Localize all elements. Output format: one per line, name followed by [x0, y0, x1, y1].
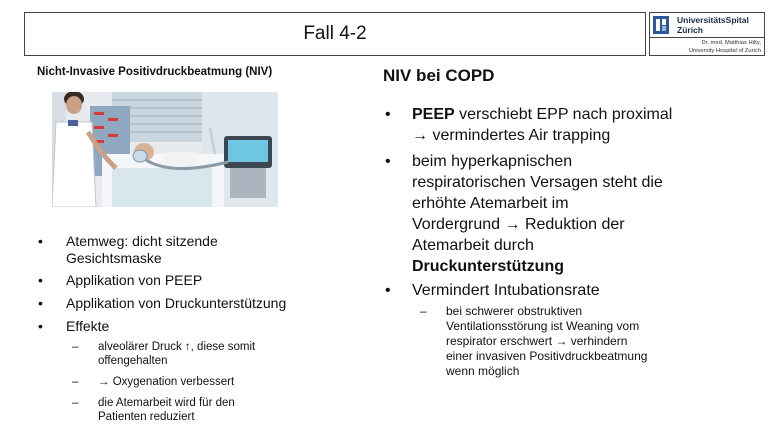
- right-bullet-text: verschiebt EPP nach proximal: [454, 106, 673, 123]
- left-sub-text: offengehalten: [98, 355, 168, 367]
- left-sub-text: → Oxygenation verbessert: [98, 376, 235, 388]
- right-bullet-line: [412, 104, 672, 125]
- left-bullet-text: Applikation von PEEP: [66, 272, 203, 288]
- bullet-dot: •: [38, 318, 43, 334]
- bullet-dot: •: [38, 295, 43, 311]
- bullet-dot: •: [38, 272, 43, 288]
- title-box: [24, 12, 646, 56]
- logo-name: [677, 15, 749, 35]
- sub-bullet-dash: –: [420, 304, 427, 318]
- right-bullet-text: Atemarbeit durch: [412, 237, 534, 254]
- right-bullet-text: beim hyperkapnischen: [412, 153, 573, 170]
- bullet-dot: •: [38, 233, 43, 249]
- bold-term: Druckunterstützung: [412, 258, 564, 275]
- left-bullet-text: Applikation von Druckunterstützung: [66, 295, 287, 311]
- bullet-dot: •: [385, 106, 391, 123]
- left-sub-text: Patienten reduziert: [98, 411, 195, 423]
- right-sub-text: einer invasiven Positivdruckbeatmung: [446, 349, 648, 363]
- right-bullet-text: respiratorischen Versagen steht die: [412, 174, 663, 191]
- bullet-dot: •: [385, 153, 391, 170]
- sub-bullet-dash: –: [72, 376, 79, 388]
- left-bullet-text: Effekte: [66, 318, 110, 334]
- logo-top: [650, 13, 764, 38]
- niv-patient-photo: [52, 92, 278, 207]
- right-sub-text: Ventilationsstörung ist Weaning vom: [446, 319, 640, 333]
- right-bullet-text: Vermindert Intubationsrate: [412, 282, 600, 299]
- left-sub-text: alveolärer Druck ↑, diese somit: [98, 341, 256, 353]
- university-logo: [649, 12, 765, 56]
- hospital-emblem-icon: [653, 16, 669, 34]
- right-bullet-text: → vermindertes Air trapping: [412, 127, 611, 144]
- left-bullet-text: Atemweg: dicht sitzende: [66, 233, 218, 249]
- right-bullet-text: Vordergrund → Reduktion der: [412, 216, 625, 233]
- logo-affiliation: University Hospital of Zurich: [688, 48, 761, 54]
- left-sub-text: die Atemarbeit wird für den: [98, 397, 235, 409]
- right-bullet-text: erhöhte Atemarbeit im: [412, 195, 569, 212]
- bullet-dot: •: [385, 282, 391, 299]
- logo-name-line2: Zürich: [677, 25, 703, 35]
- right-sub-text: respirator erschwert → verhindern: [446, 334, 628, 348]
- page-title: Fall 4-2: [303, 23, 367, 44]
- right-sub-text: wenn möglich: [446, 364, 520, 378]
- logo-name-line1: UniversitätsSpital: [677, 15, 749, 25]
- left-heading: Nicht-Invasive Positivdruckbeatmung (NIV): [37, 66, 273, 78]
- right-sub-text: bei schwerer obstruktiven: [446, 304, 583, 318]
- logo-author: Dr. med. Matthias Hilty,: [701, 40, 761, 46]
- sub-bullet-dash: –: [72, 397, 79, 409]
- right-heading: NIV bei COPD: [383, 66, 495, 85]
- left-bullet-text: Gesichtsmaske: [66, 250, 162, 266]
- bold-term: PEEP: [412, 106, 455, 123]
- logo-subtitle: [689, 39, 761, 55]
- sub-bullet-dash: –: [72, 341, 79, 353]
